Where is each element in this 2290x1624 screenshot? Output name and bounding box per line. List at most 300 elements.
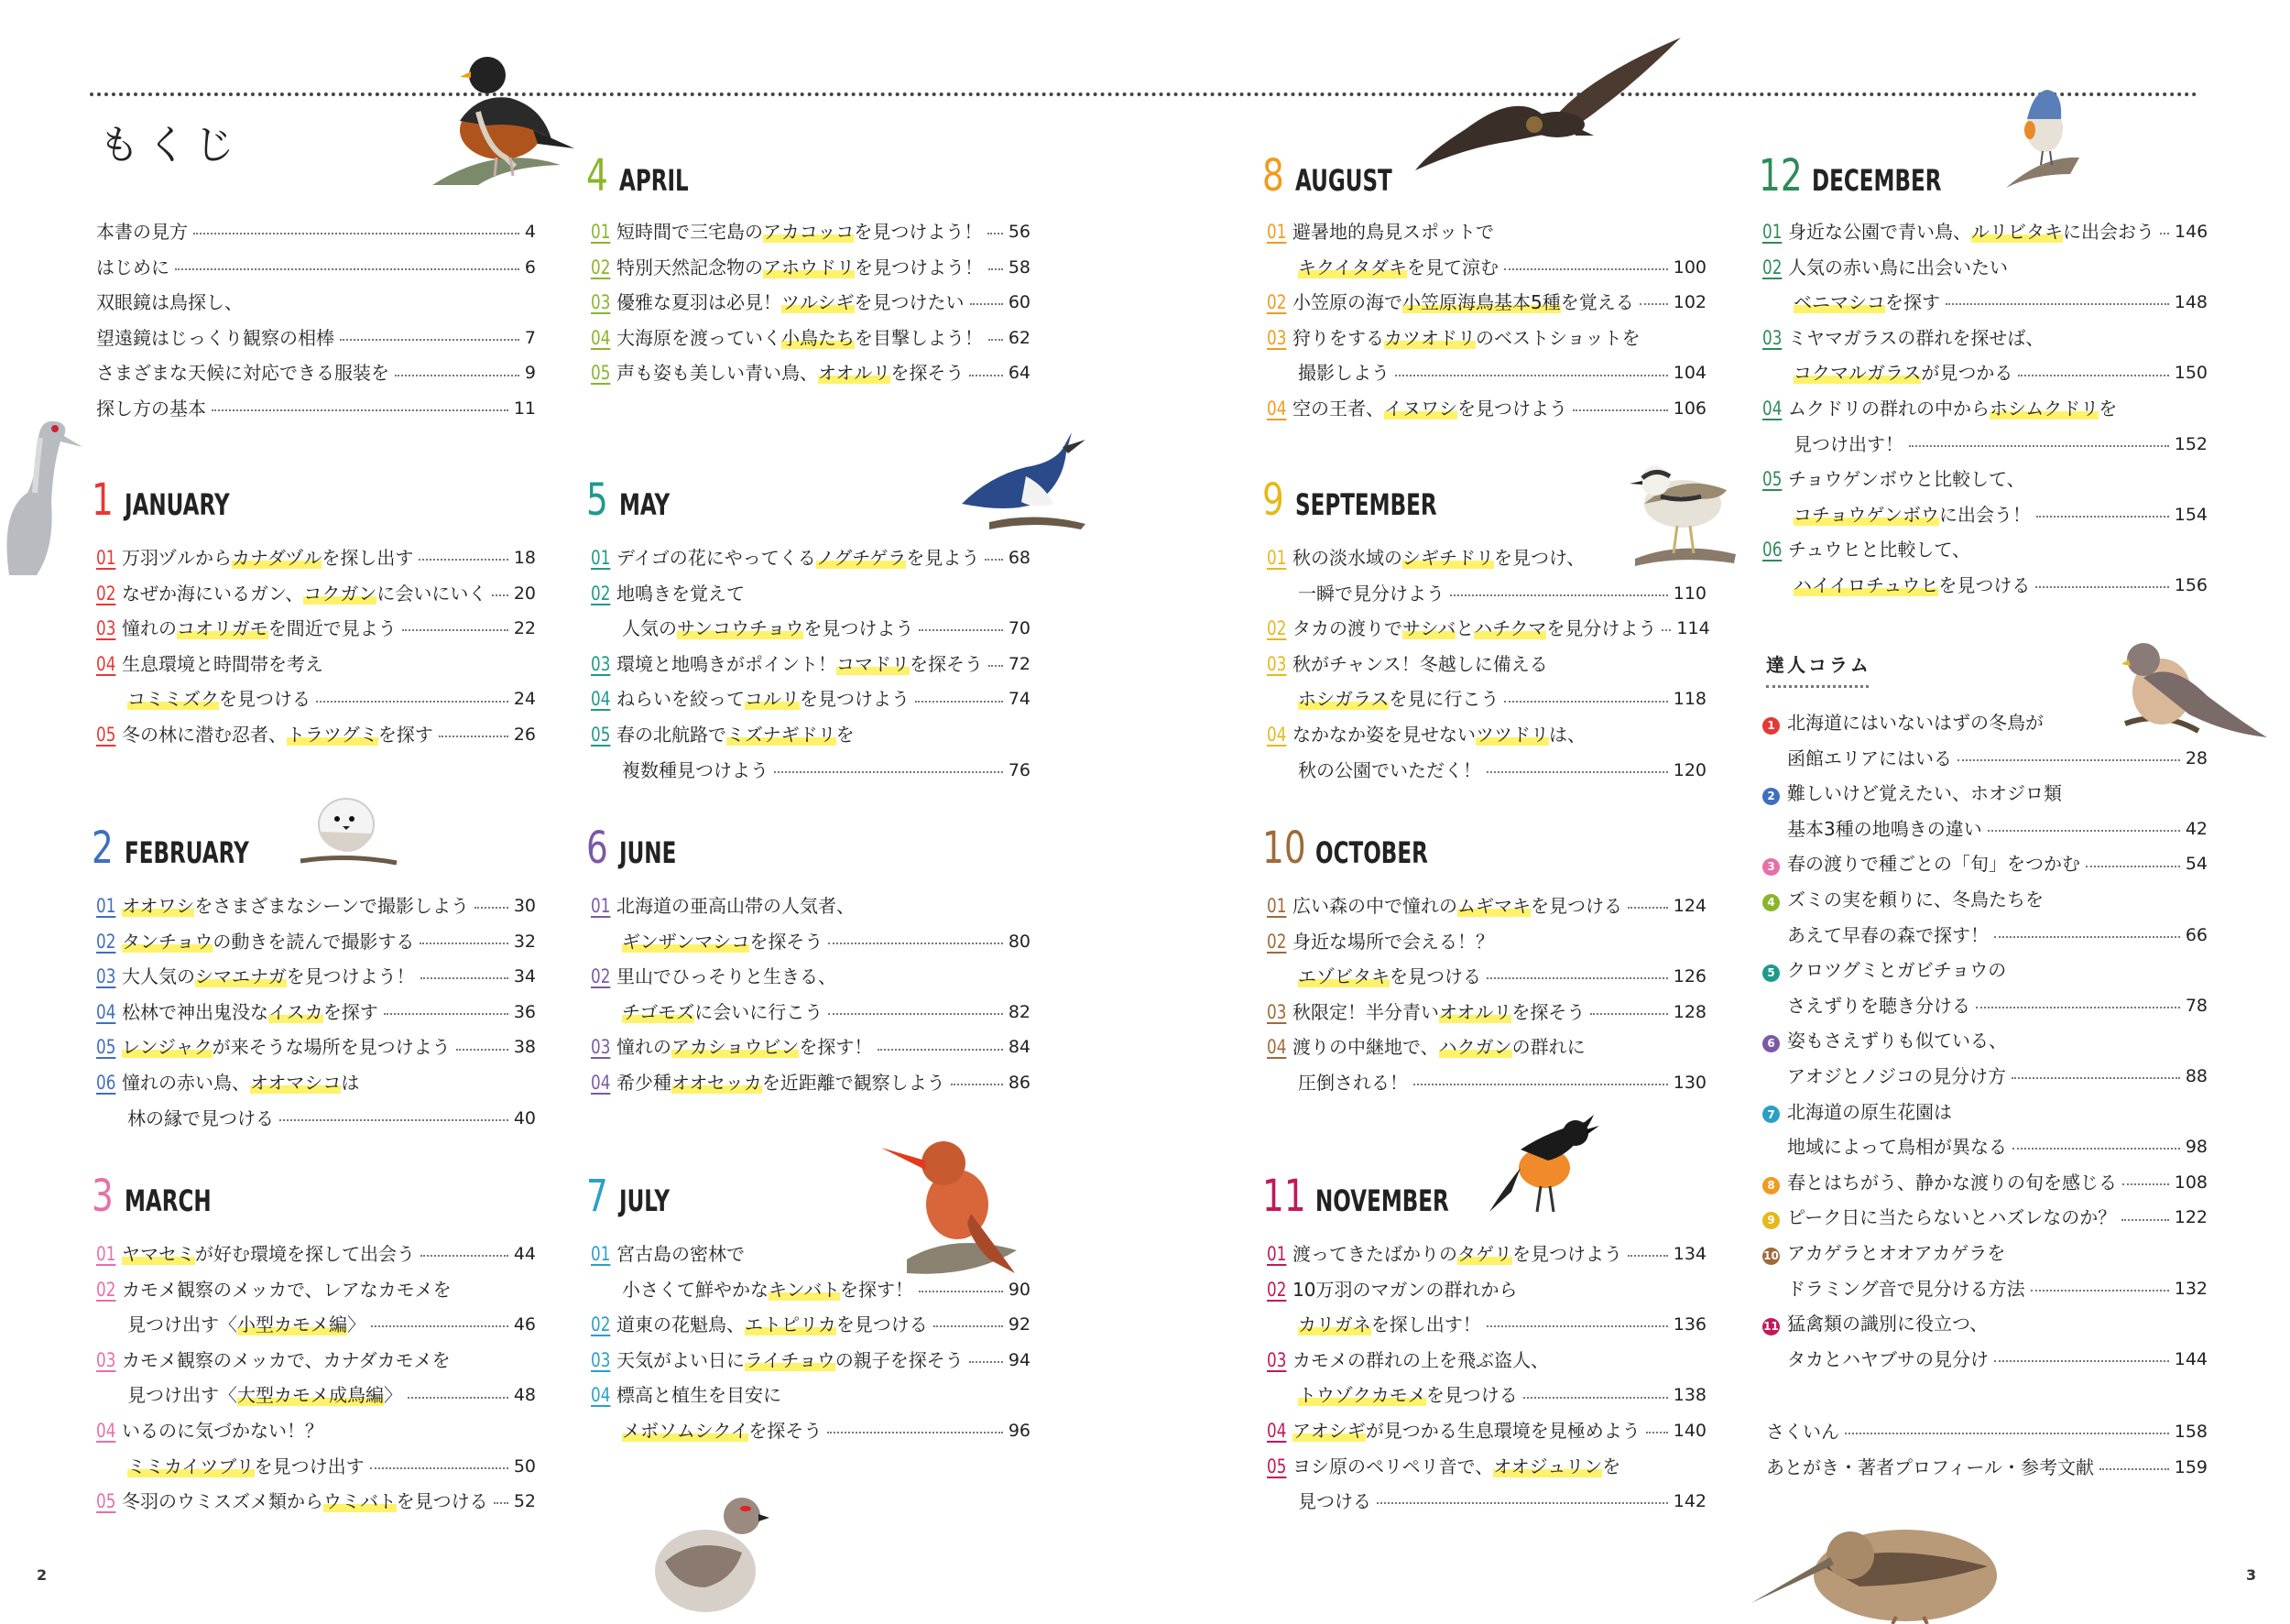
entry-text-part: 万羽ヅルから	[122, 547, 232, 569]
page-number: 34	[513, 966, 536, 987]
toc-entry-row	[96, 647, 536, 682]
section-name: MAY	[619, 487, 671, 522]
leader-dots	[2121, 1219, 2169, 1221]
entry-indent	[1267, 688, 1298, 710]
entry-number: 04	[1267, 397, 1287, 420]
entry-number: 05	[591, 362, 611, 385]
highlighted-bird-name: コオリガモ	[177, 617, 268, 640]
toc-entry-row	[96, 1065, 536, 1101]
entry-text	[1762, 250, 2008, 286]
toc-entry-row	[591, 1413, 1030, 1449]
kingfisher-icon	[879, 1122, 1026, 1278]
entry-text-part: を見つけよう！	[854, 221, 983, 243]
entry-text-part: 人気の赤い鳥に出会いたい	[1788, 256, 2008, 278]
leader-dots	[933, 1325, 1003, 1327]
page-number: 134	[1673, 1244, 1707, 1264]
section-number: 8	[1262, 150, 1284, 202]
entry-number: 04	[591, 1384, 611, 1407]
leader-dots	[987, 233, 1002, 234]
section-number: 3	[92, 1171, 114, 1222]
toc-entry-row	[591, 924, 1030, 960]
page-number: 118	[1673, 689, 1707, 710]
entry-text-part: を探し出す！	[1370, 1313, 1481, 1336]
entry-text-part: を探そう	[748, 1419, 823, 1442]
entry-indent	[1762, 291, 1794, 313]
entry-text-part: を目撃しよう！	[855, 326, 983, 349]
page-number: 114	[1676, 618, 1710, 639]
january-list	[96, 540, 536, 753]
highlighted-bird-name: コマドリ	[836, 652, 910, 675]
entry-text-part: 天気がよい日に	[616, 1348, 745, 1371]
leader-dots	[969, 375, 1002, 376]
toc-entry-row	[96, 285, 536, 321]
toc-entry-row	[1267, 1484, 1707, 1520]
section-september	[1262, 474, 1492, 526]
august-list	[1267, 214, 1707, 427]
entry-text-part: 圧倒される！	[1298, 1071, 1408, 1094]
page-number: 106	[1673, 398, 1707, 419]
column-number-badge: 1	[1762, 717, 1780, 735]
entry-text-part: を探す	[1885, 291, 1940, 314]
section-name: APRIL	[619, 163, 689, 198]
page-number: 50	[513, 1455, 536, 1477]
entry-number: 01	[1267, 221, 1287, 243]
leader-dots	[1377, 1502, 1668, 1504]
entry-number: 02	[591, 256, 611, 278]
column-number-badge: 11	[1762, 1318, 1780, 1335]
entry-number: 06	[96, 1071, 116, 1094]
toc-entry-row	[96, 888, 536, 924]
entry-text	[1267, 285, 1634, 321]
highlighted-bird-name: カツオドリ	[1384, 326, 1476, 349]
entry-text	[1267, 355, 1390, 391]
entry-text	[591, 214, 982, 250]
page-number-right: 3	[2246, 1566, 2257, 1584]
entry-text-part: を探す	[377, 723, 433, 746]
entry-indent	[1267, 1490, 1298, 1512]
entry-text-part: ドラミング音で見分ける方法	[1787, 1277, 2025, 1300]
entry-text-part: を見つけよう	[800, 688, 910, 711]
highlighted-bird-name: ツツドリ	[1476, 723, 1549, 746]
entry-text-part: を探そう	[910, 652, 983, 675]
entry-text-part: 大人気の	[122, 965, 195, 988]
entry-text	[96, 1343, 451, 1379]
entry-number: 04	[1267, 1419, 1287, 1442]
entry-text-part: デイゴの花にやってくる	[616, 547, 816, 569]
entry-indent	[96, 1455, 127, 1477]
entry-text	[96, 1030, 451, 1065]
leader-dots	[212, 409, 508, 411]
page-number: 54	[2185, 854, 2208, 875]
entry-text-part: 短時間で三宅島の	[616, 221, 763, 243]
highlighted-bird-name: ムギマキ	[1457, 895, 1531, 917]
section-august	[1262, 150, 1430, 202]
toc-entry-row	[1766, 1450, 2208, 1486]
section-december	[1759, 150, 1992, 202]
entry-text-part: 春の渡りで種ごとの「旬」をつかむ	[1787, 853, 2080, 876]
entry-text-part: 基本3種の地鳴きの違い	[1787, 817, 1982, 840]
september-list	[1267, 540, 1710, 788]
page-number: 110	[1673, 583, 1707, 604]
entry-number: 01	[591, 895, 611, 917]
leader-dots	[1504, 701, 1667, 703]
entry-text-part: はじめに	[96, 256, 169, 278]
leader-dots	[1994, 1360, 2169, 1362]
entry-text	[1762, 462, 2025, 497]
page-number: 82	[1008, 1001, 1030, 1022]
highlighted-bird-name: ミズナギドリ	[726, 723, 836, 746]
entry-indent	[96, 1107, 127, 1129]
entry-text-part: 声も姿も美しい青い鳥、	[616, 362, 818, 385]
entry-text-part: が好む環境を探して出会う	[195, 1243, 415, 1265]
entry-text	[1267, 1030, 1586, 1065]
page-number: 150	[2174, 363, 2208, 384]
leader-dots	[1590, 1013, 1667, 1015]
page-number: 58	[1008, 256, 1030, 278]
page-number: 102	[1673, 292, 1707, 313]
entry-number: 04	[1267, 723, 1287, 746]
entry-text-part: は、	[1549, 723, 1586, 746]
page-number: 86	[1008, 1072, 1030, 1093]
entry-indent	[1267, 1384, 1298, 1406]
entry-text-part: 林の縁で見つける	[127, 1106, 274, 1129]
highlighted-bird-name: オオルリ	[1439, 1000, 1512, 1023]
toc-entry-row	[591, 888, 1030, 924]
entry-number: 06	[1762, 539, 1783, 561]
leader-dots	[988, 268, 1003, 270]
entry-number: 03	[591, 291, 611, 314]
entry-text-part: 函館エリアにはいる	[1787, 747, 1952, 769]
entry-number: 04	[96, 1419, 116, 1442]
toc-entry-row	[1267, 250, 1707, 286]
toc-entry-row	[1762, 918, 2208, 954]
entry-text	[1267, 540, 1585, 576]
entry-text-part: さくいん	[1766, 1421, 1839, 1443]
page-number: 159	[2174, 1456, 2208, 1477]
entry-text-part: を見つける	[396, 1490, 488, 1513]
highlighted-bird-name: ヤマセミ	[122, 1243, 195, 1265]
page-number: 18	[513, 548, 536, 568]
toc-entry-row	[1762, 462, 2208, 497]
highlighted-bird-name: ライチョウ	[745, 1348, 835, 1371]
entry-text-part: を探し出す	[322, 547, 414, 569]
leader-dots	[988, 339, 1003, 341]
entry-indent	[591, 1279, 622, 1301]
entry-text-part: 身近な場所で会える！？	[1292, 930, 1494, 953]
entry-number: 03	[1267, 326, 1287, 349]
entry-text	[1762, 1236, 2005, 1271]
toc-entry-row	[96, 250, 536, 286]
toc-entry-row	[591, 285, 1030, 321]
entry-text-part: タカの渡りで	[1292, 617, 1402, 640]
section-number: 11	[1262, 1171, 1306, 1222]
entry-text-part: 見つけ出す〈	[127, 1313, 237, 1336]
entry-text-part: 複数種見つけよう	[622, 758, 769, 781]
highlighted-bird-name: トウゾクカモメ	[1298, 1384, 1426, 1407]
toc-entry-row	[1762, 812, 2208, 847]
entry-indent	[96, 1313, 127, 1335]
entry-number: 03	[1762, 326, 1783, 349]
entry-text	[1766, 1414, 1839, 1450]
entry-text	[1762, 1342, 1989, 1378]
entry-text	[1267, 611, 1656, 647]
page-number: 32	[513, 931, 536, 952]
highlighted-bird-name: シギチドリ	[1402, 547, 1494, 569]
toc-entry-row	[1267, 647, 1707, 682]
toc-entry-row	[591, 611, 1030, 647]
entry-number: 02	[1267, 1278, 1287, 1301]
page-number: 88	[2185, 1065, 2208, 1086]
entry-text-part: を見に行こう	[1389, 688, 1499, 711]
entry-text-part: のベストショットを	[1476, 326, 1641, 349]
entry-text-part: を見つけたい	[854, 291, 965, 314]
leader-dots	[384, 1013, 508, 1015]
page-number: 100	[1673, 256, 1707, 278]
entry-text	[591, 321, 983, 356]
leader-dots	[828, 943, 1002, 944]
entry-indent	[591, 931, 622, 953]
entry-text-part: 小さくて鮮やかな	[622, 1278, 769, 1301]
entry-text	[1762, 953, 2006, 988]
toc-entry-row	[591, 355, 1030, 391]
entry-indent	[591, 617, 622, 639]
toc-entry-row	[1267, 753, 1707, 789]
highlighted-bird-name: アカコッコ	[763, 221, 855, 243]
highlighted-bird-name: トラツグミ	[287, 723, 378, 746]
may-list	[591, 540, 1030, 788]
entry-text-part: 大海原を渡っていく	[616, 326, 781, 349]
page-number: 132	[2174, 1278, 2208, 1299]
section-name: SEPTEMBER	[1295, 487, 1437, 522]
entry-text-part: 一瞬で見分けよう	[1298, 582, 1445, 605]
leader-dots	[370, 1467, 508, 1469]
entry-text-part: 冬の林に潜む忍者、	[122, 723, 287, 746]
section-july	[586, 1171, 689, 1222]
page-number: 68	[1008, 548, 1030, 568]
entry-number: 02	[96, 930, 116, 953]
entry-text	[591, 285, 965, 321]
page-number: 40	[513, 1107, 536, 1128]
entry-text-part: 秋限定！半分青い	[1292, 1000, 1439, 1023]
entry-text	[1762, 1306, 1988, 1342]
column-number-badge: 6	[1762, 1035, 1780, 1052]
highlighted-bird-name: キクイタダキ	[1298, 256, 1407, 278]
leader-dots	[1523, 1397, 1668, 1399]
page-number: 96	[1008, 1420, 1030, 1441]
entry-text-part: 渡ってきたばかりの	[1292, 1243, 1457, 1265]
toc-entry-row	[1267, 391, 1707, 427]
entry-text-part: ミヤマガラスの群れを探せば、	[1788, 326, 2045, 349]
entry-indent	[1267, 362, 1298, 384]
section-number: 1	[92, 474, 114, 526]
entry-text-part: に出会う！	[1939, 503, 2031, 526]
toc-entry-row	[96, 959, 536, 995]
highlighted-bird-name: ホシムクドリ	[1990, 397, 2099, 420]
toc-entry-row	[96, 1413, 536, 1449]
section-name: AUGUST	[1295, 163, 1392, 198]
entry-text-part: さえずりを聴き分ける	[1787, 994, 1970, 1017]
entry-text-part: が見つかる	[1921, 362, 2013, 385]
entry-text-part: ムクドリの群れの中から	[1788, 397, 1990, 420]
toc-entry-row	[1762, 776, 2208, 812]
toc-entry-row	[591, 717, 1030, 753]
toc-entry-row	[96, 1030, 536, 1065]
entry-text	[591, 611, 913, 647]
page-number: 92	[1008, 1314, 1030, 1335]
entry-text	[591, 1343, 964, 1379]
eagle-icon	[1411, 33, 1685, 180]
highlighted-bird-name: シマエナガ	[195, 965, 287, 988]
entry-text	[96, 1065, 359, 1101]
leader-dots	[919, 1291, 1003, 1292]
entry-text	[96, 717, 433, 753]
page-number: 36	[513, 1001, 536, 1022]
entry-text-part: を間近で見よう	[267, 617, 397, 640]
entry-text	[1762, 812, 1982, 847]
entry-text	[1267, 391, 1567, 427]
entry-text	[1267, 321, 1641, 356]
entry-indent	[96, 1384, 127, 1406]
toc-entry-row	[1762, 1059, 2208, 1095]
entry-text	[96, 647, 323, 682]
entry-number: 04	[591, 1071, 611, 1094]
entry-text-part: を探そう	[890, 362, 965, 385]
leader-dots	[420, 977, 508, 979]
highlighted-bird-name: ルリビタキ	[1971, 221, 2063, 243]
entry-text-part: 松林で神出鬼没な	[122, 1000, 268, 1023]
toc-entry-row	[96, 681, 536, 717]
entry-text-part: を	[1602, 1455, 1621, 1477]
highlighted-bird-name: エトピリカ	[745, 1313, 836, 1336]
section-number: 12	[1759, 150, 1803, 202]
leader-dots	[1909, 445, 2169, 447]
highlighted-bird-name: メボソムシクイ	[622, 1419, 749, 1442]
leader-dots	[395, 375, 519, 376]
entry-text-part: 10万羽のマガンの群れから	[1292, 1278, 1518, 1301]
entry-number: 02	[96, 1278, 116, 1301]
entry-text-part: 標高と植生を目安に	[616, 1384, 781, 1407]
entry-number: 01	[591, 547, 611, 569]
entry-text-part: ヨシ原のペリペリ音で、	[1292, 1455, 1494, 1477]
highlighted-bird-name: ハクガン	[1438, 1036, 1512, 1059]
section-number: 9	[1262, 474, 1284, 526]
redstart-icon	[1484, 1104, 1603, 1223]
toc-entry-row	[1267, 1343, 1707, 1379]
entry-text	[591, 924, 823, 960]
entry-text-part: を見つけよう！	[286, 965, 415, 988]
highlighted-bird-name: キンバト	[769, 1278, 840, 1301]
entry-text-part: 秋の公園でいただく！	[1298, 758, 1481, 781]
entry-text-part: 宮古島の密林で	[616, 1243, 745, 1265]
column-number-badge: 3	[1762, 858, 1780, 876]
entry-text	[96, 1101, 274, 1137]
toc-entry-row	[1267, 681, 1707, 717]
leader-dots	[279, 1119, 508, 1121]
entry-text-part: 希少種	[616, 1071, 671, 1094]
leader-dots	[988, 665, 1003, 667]
page-number: 30	[513, 896, 536, 916]
entry-text-part: を探そう	[749, 930, 823, 953]
page-number: 24	[513, 689, 536, 710]
entry-text	[1267, 1449, 1620, 1485]
entry-text-part: 春の北航路で	[616, 723, 726, 746]
entry-text-part: あえて早春の森で探す！	[1787, 923, 1989, 946]
section-name: MARCH	[125, 1183, 212, 1218]
entry-text-part: 〉	[384, 1384, 402, 1407]
highlighted-bird-name: コクマルガラス	[1794, 362, 1922, 385]
leader-dots	[2018, 375, 2168, 376]
entry-indent	[1762, 504, 1794, 526]
toc-entry-row	[591, 576, 1030, 612]
flycatcher-icon	[953, 421, 1090, 531]
leader-dots	[969, 1361, 1003, 1363]
section-name: JULY	[619, 1183, 671, 1218]
page-number: 4	[524, 222, 536, 242]
entry-text	[96, 681, 311, 717]
entry-text	[591, 355, 964, 391]
toc-entry-row	[96, 1272, 536, 1308]
entry-text	[1762, 1129, 2007, 1165]
entry-number: 01	[591, 1243, 611, 1265]
toc-entry-row	[96, 717, 536, 753]
leader-dots	[1487, 977, 1668, 979]
page-number: 136	[1673, 1314, 1707, 1335]
toc-entry-row	[591, 321, 1030, 356]
entry-text-part: 見つけ出す！	[1794, 432, 1903, 455]
leader-dots	[439, 736, 508, 737]
section-name: FEBRUARY	[125, 835, 249, 870]
entry-text	[1267, 1272, 1517, 1308]
entry-text-part: を見つけよう	[803, 617, 914, 640]
section-may	[586, 474, 690, 526]
page-number: 48	[513, 1385, 536, 1406]
entry-text-part: 空の王者、	[1292, 397, 1384, 420]
highlighted-bird-name: ハイイロチュウヒ	[1794, 573, 1939, 596]
june-list	[591, 888, 1030, 1101]
highlighted-bird-name: ウミバト	[323, 1490, 397, 1513]
entry-text-part: を近距離で観察しよう	[761, 1071, 945, 1094]
page-number: 56	[1008, 222, 1030, 242]
toc-entry-row	[1267, 995, 1707, 1030]
entry-text-part: は	[341, 1071, 360, 1094]
entry-text-part: 里山でひっそりと生きる、	[616, 965, 836, 988]
entry-text	[96, 1307, 365, 1343]
entry-text	[1762, 988, 1970, 1024]
page-number: 138	[1673, 1385, 1707, 1406]
leader-dots	[494, 1502, 508, 1504]
entry-text	[1762, 532, 1970, 568]
entry-text	[1762, 497, 2031, 533]
entry-text	[591, 717, 855, 753]
entry-number: 01	[591, 221, 611, 243]
leader-dots	[1640, 303, 1668, 305]
entry-text	[1762, 285, 1940, 321]
december-list	[1762, 214, 2208, 604]
entry-number: 01	[96, 895, 116, 917]
entry-number: 01	[1267, 547, 1287, 569]
page-number: 60	[1008, 292, 1030, 313]
entry-text-part: を見分けよう	[1546, 617, 1657, 640]
entry-text-part: 探し方の基本	[96, 397, 206, 420]
toc-entry-row	[1762, 427, 2208, 463]
highlighted-bird-name: ギンザンマシコ	[622, 930, 750, 953]
toc-entry-row	[1267, 1272, 1707, 1308]
entry-text	[1762, 918, 1989, 954]
toc-entry-row	[1267, 1065, 1707, 1101]
entry-text-part: 特別天然記念物の	[616, 256, 763, 278]
toc-entry-row	[1267, 1237, 1707, 1272]
entry-text-part: の動きを読んで撮影する	[213, 930, 415, 953]
